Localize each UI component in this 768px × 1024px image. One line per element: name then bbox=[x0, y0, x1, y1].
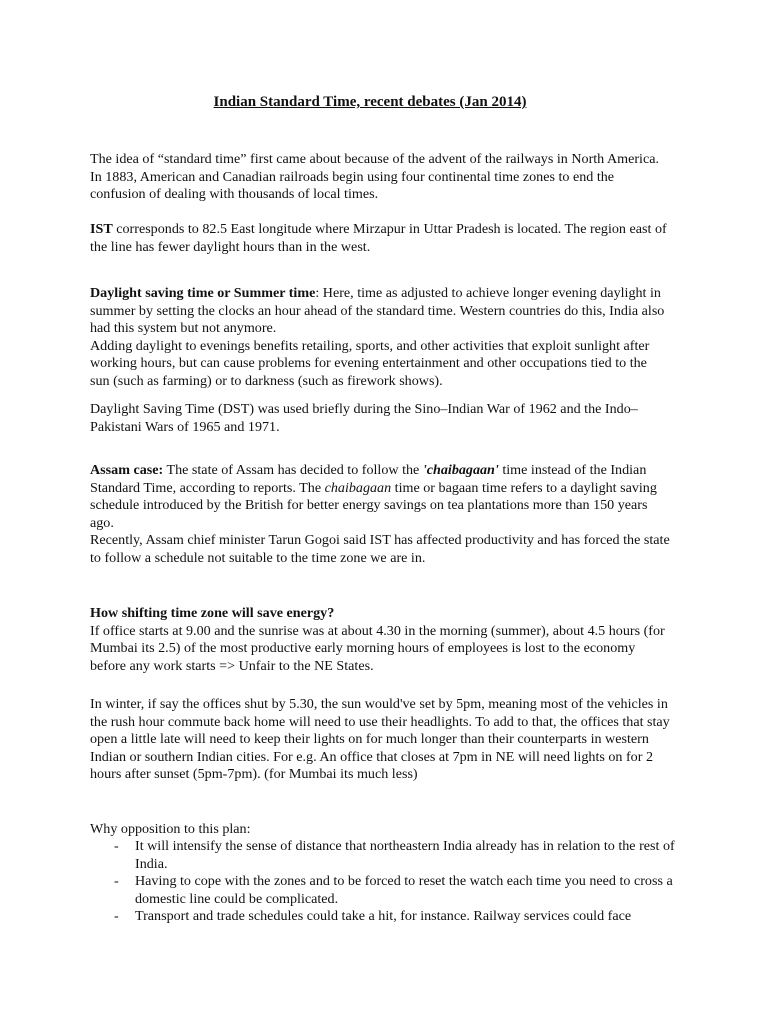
opposition-list bbox=[90, 838, 680, 926]
dash-bullet-icon: - bbox=[114, 838, 119, 854]
opposition-heading-block bbox=[90, 821, 670, 839]
dash-bullet-icon: - bbox=[114, 873, 119, 890]
energy-paragraph-2: In winter, if say the offices shut by 5.30, the sun would've set by 5pm, meaning most of the vehicles in the rush hour commute back home will need to use their headlights. To add to that, the offices that stay open a little late will need to keep their lights on for much longer than their counterparts in western Indian or southern Indian cities. For e.g. An office that closes at 7pm in NE will need lights on for 2 hours after sunset (5pm-7pm). (for Mumbai its much less) bbox=[90, 696, 670, 783]
dst-paragraph bbox=[90, 285, 670, 391]
list-item bbox=[90, 838, 680, 873]
document-title: Indian Standard Time, recent debates (Jan 2014) bbox=[213, 94, 527, 110]
assam-paragraph bbox=[90, 462, 670, 568]
ist-lead: IST bbox=[90, 221, 113, 237]
dash-bullet-icon: - bbox=[114, 908, 119, 925]
dst-lead: Daylight saving time or Summer time bbox=[90, 285, 316, 301]
ist-text: corresponds to 82.5 East longitude where Mirzapur in Uttar Pradesh is located. The region east of the line has fewer daylight hours than in the west. bbox=[90, 221, 667, 255]
energy-paragraph-1: If office starts at 9.00 and the sunrise was at about 4.30 in the morning (summer), about 4.5 hours (for Mumbai its 2.5) of the most productive early morning hours of employees is lost to the economy before any work starts => Unfair to the NE States. bbox=[90, 622, 665, 674]
dst-war-paragraph bbox=[90, 401, 670, 436]
energy-heading: How shifting time zone will save energy? bbox=[90, 605, 335, 621]
assam-text-3: time or bagaan time refers to a daylight saving schedule introduced by the British for better energy savings on tea plantations more than 150 years ago. bbox=[90, 479, 657, 531]
assam-text-2: time instead of the Indian Standard Time, according to reports. The bbox=[90, 462, 647, 496]
energy-winter-paragraph bbox=[90, 696, 670, 784]
list-item-text: Having to cope with the zones and to be forced to reset the watch each time you need to cross a domestic line could be complicated. bbox=[135, 873, 673, 907]
opposition-heading: Why opposition to this plan: bbox=[90, 821, 251, 837]
ist-paragraph bbox=[90, 221, 670, 256]
assam-text-1: The state of Assam has decided to follow the bbox=[163, 462, 423, 478]
assam-term-chaibagaan: 'chaibagaan' bbox=[422, 462, 499, 478]
list-item-text: It will intensify the sense of distance that northeastern India already has in relation to the rest of India. bbox=[135, 838, 675, 872]
intro-text: The idea of “standard time” first came about because of the advent of the railways in North America. In 1883, American and Canadian railroads begin using four continental time zones to end the confusion of dealing with thousands of local times. bbox=[90, 151, 660, 203]
list-item-text: Transport and trade schedules could take a hit, for instance. Railway services could face bbox=[135, 908, 632, 925]
list-item bbox=[90, 873, 680, 908]
dst-text-3: Daylight Saving Time (DST) was used briefly during the Sino–Indian War of 1962 and the Indo–Pakistani Wars of 1965 and 1971. bbox=[90, 401, 638, 435]
energy-section bbox=[90, 605, 670, 675]
assam-text-4: Recently, Assam chief minister Tarun Gogoi said IST has affected productivity and has forced the state to follow a schedule not suitable to the time zone we are in. bbox=[90, 532, 670, 566]
intro-paragraph bbox=[90, 151, 670, 204]
assam-lead: Assam case: bbox=[90, 462, 164, 478]
assam-term-chaibagaan-italic: chaibagaan bbox=[324, 479, 392, 496]
dst-text: : Here, time as adjusted to achieve longer evening daylight in summer by setting the clocks an hour ahead of the standard time. Western countries do this, India also had this system but not anymore. bbox=[90, 285, 665, 337]
dst-text-2: Adding daylight to evenings benefits retailing, sports, and other activities that exploit sunlight after working hours, but can cause problems for evening entertainment and other occupations tied to the sun (such as farming) or to darkness (such as firework shows). bbox=[90, 337, 650, 389]
list-item bbox=[90, 908, 680, 926]
